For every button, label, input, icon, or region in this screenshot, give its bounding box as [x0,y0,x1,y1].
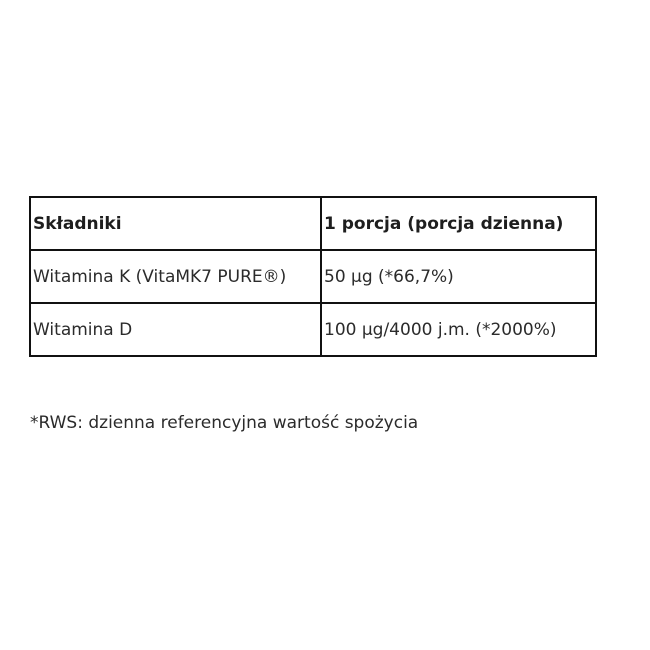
ingredient-name: Witamina D [30,303,321,356]
ingredient-name: Witamina K (VitaMK7 PURE®) [30,250,321,303]
table-row [30,303,596,356]
table-header-row [30,197,596,250]
ingredient-amount: 100 µg/4000 j.m. (*2000%) [321,303,596,356]
footnote: *RWS: dzienna referencyjna wartość spożycia [30,413,419,433]
nutrition-table [29,196,597,357]
ingredient-amount: 50 µg (*66,7%) [321,250,596,303]
table-row [30,250,596,303]
header-ingredients: Składniki [30,197,321,250]
header-serving: 1 porcja (porcja dzienna) [321,197,596,250]
